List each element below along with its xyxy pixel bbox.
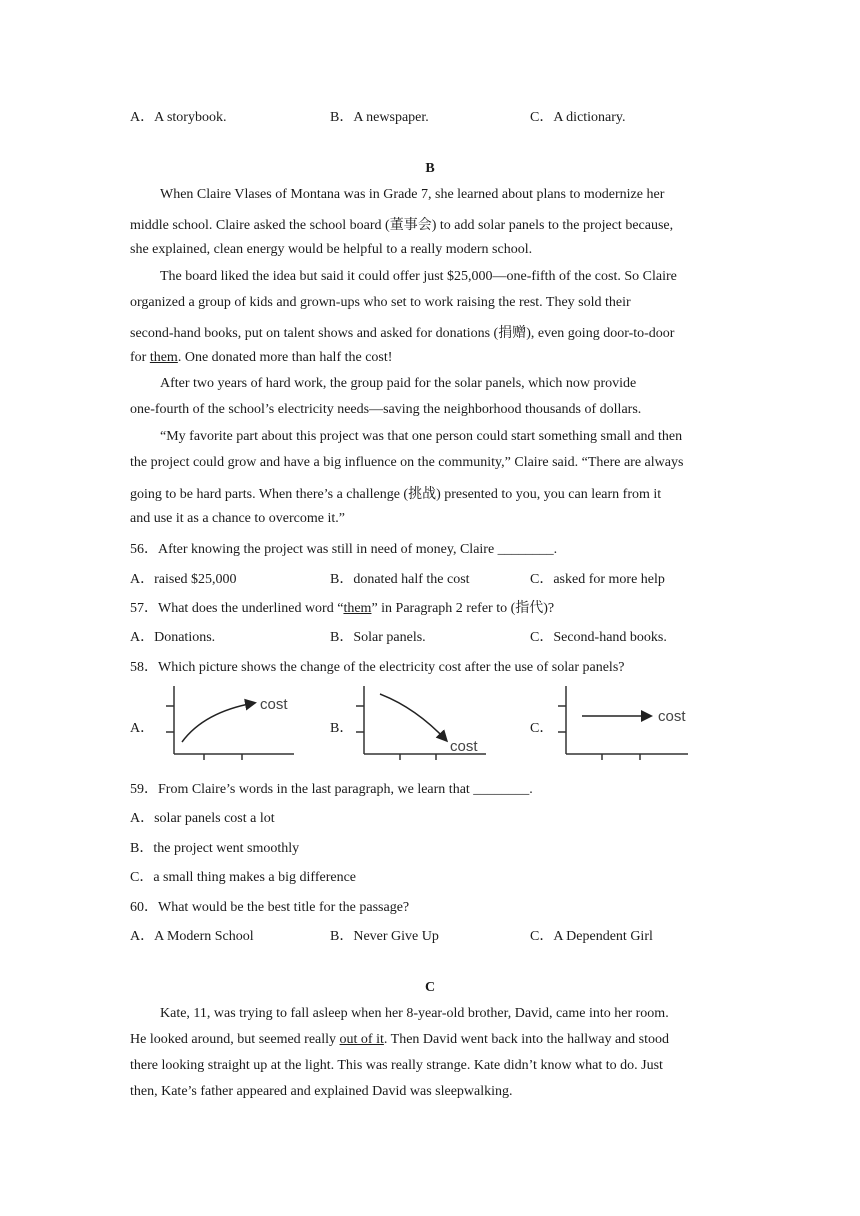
passage-b-p1-line1: When Claire Vlases of Montana was in Grade 7, she learned about plans to modernize her xyxy=(160,187,665,202)
passage-b-p4-line1: “My favorite part about this project was that one person could start something small and then xyxy=(160,429,683,444)
q60-option-a: A．A Modern School xyxy=(130,929,254,944)
q55-option-a: A．A storybook. xyxy=(130,110,227,125)
q55-option-c: C．A dictionary. xyxy=(530,110,626,125)
passage-b-p4-line3: going to be hard parts. When there’s a challenge (挑战) presented to you, you can learn from it xyxy=(130,487,662,502)
graph-c-cost-label: cost xyxy=(658,708,686,725)
question-57-stem xyxy=(130,597,554,617)
q57-option-c: C．Second-hand books. xyxy=(530,630,667,645)
q60-option-c: C．A Dependent Girl xyxy=(530,929,653,944)
passage-c-line1: Kate, 11, was trying to fall asleep when her 8-year-old brother, David, came into her room. xyxy=(160,1006,669,1021)
question-56-stem: 56．After knowing the project was still in need of money, Claire ________. xyxy=(130,542,558,557)
q60-option-b: B．Never Give Up xyxy=(330,929,439,944)
passage-c-line3: there looking straight up at the light. This was really strange. Kate didn’t know what to do. Just xyxy=(130,1058,663,1073)
passage-b-p4-line4: and use it as a chance to overcome it.” xyxy=(130,511,345,526)
q59-option-b: B．the project went smoothly xyxy=(130,841,300,856)
q56-option-b: B．donated half the cost xyxy=(330,572,470,587)
text-fragment: ” in Paragraph 2 refer to (指代)? xyxy=(371,601,555,616)
graph-b-cost-label: cost xyxy=(450,738,478,755)
q57-option-a: A．Donations. xyxy=(130,630,216,645)
graph-a-cost-label: cost xyxy=(260,696,288,713)
section-b-title: B xyxy=(425,161,435,176)
passage-b-p2-line4 xyxy=(130,350,392,366)
text-fragment: 57．What does the underlined word “ xyxy=(130,601,344,616)
q59-option-a: A．solar panels cost a lot xyxy=(130,811,275,826)
passage-b-p2-line2: organized a group of kids and grown-ups who set to work raising the rest. They sold their xyxy=(130,295,631,310)
underlined-word-them: them xyxy=(343,601,372,616)
graph-b-falling-cost xyxy=(350,684,500,766)
q58-option-a: A． xyxy=(130,721,155,736)
passage-b-p2-line3: second-hand books, put on talent shows and asked for donations (捐赠), even going door-to-door xyxy=(130,326,675,341)
passage-b-p3-line1: After two years of hard work, the group paid for the solar panels, which now provide xyxy=(160,376,637,391)
passage-b-p4-line2: the project could grow and have a big influence on the community,” Claire said. “There are always xyxy=(130,455,684,470)
passage-b-p2-line1: The board liked the idea but said it could offer just $25,000—one-fifth of the cost. So Claire xyxy=(160,269,677,284)
q56-option-a: A．raised $25,000 xyxy=(130,572,237,587)
passage-b-p3-line2: one-fourth of the school’s electricity needs—saving the neighborhood thousands of dollars. xyxy=(130,402,642,417)
graph-c-flat-cost xyxy=(552,684,702,766)
question-58-stem: 58．Which picture shows the change of the electricity cost after the use of solar panels? xyxy=(130,660,625,675)
underlined-phrase-out-of-it: out of it xyxy=(339,1032,384,1047)
passage-b-p1-line2: middle school. Claire asked the school board (董事会) to add solar panels to the project because, xyxy=(130,218,674,233)
text-fragment: . One donated more than half the cost! xyxy=(177,350,393,365)
question-59-stem: 59．From Claire’s words in the last paragraph, we learn that ________. xyxy=(130,782,533,797)
passage-c-line4: then, Kate’s father appeared and explained David was sleepwalking. xyxy=(130,1084,513,1099)
q55-option-b: B．A newspaper. xyxy=(330,110,429,125)
q57-option-b: B．Solar panels. xyxy=(330,630,426,645)
text-fragment: for xyxy=(130,350,150,365)
section-c-title: C xyxy=(424,980,436,995)
text-fragment: He looked around, but seemed really xyxy=(130,1032,340,1047)
passage-c-line2 xyxy=(130,1032,669,1048)
question-60-stem: 60．What would be the best title for the passage? xyxy=(130,900,410,915)
q56-option-c: C．asked for more help xyxy=(530,572,665,587)
q59-option-c: C．a small thing makes a big difference xyxy=(130,870,357,885)
q58-option-b: B． xyxy=(330,721,354,736)
underlined-word-them: them xyxy=(149,350,178,365)
graph-a-rising-cost xyxy=(160,684,300,766)
q58-option-c: C． xyxy=(530,721,554,736)
passage-b-p1-line3: she explained, clean energy would be helpful to a really modern school. xyxy=(130,242,533,257)
text-fragment: . Then David went back into the hallway and stood xyxy=(383,1032,670,1047)
